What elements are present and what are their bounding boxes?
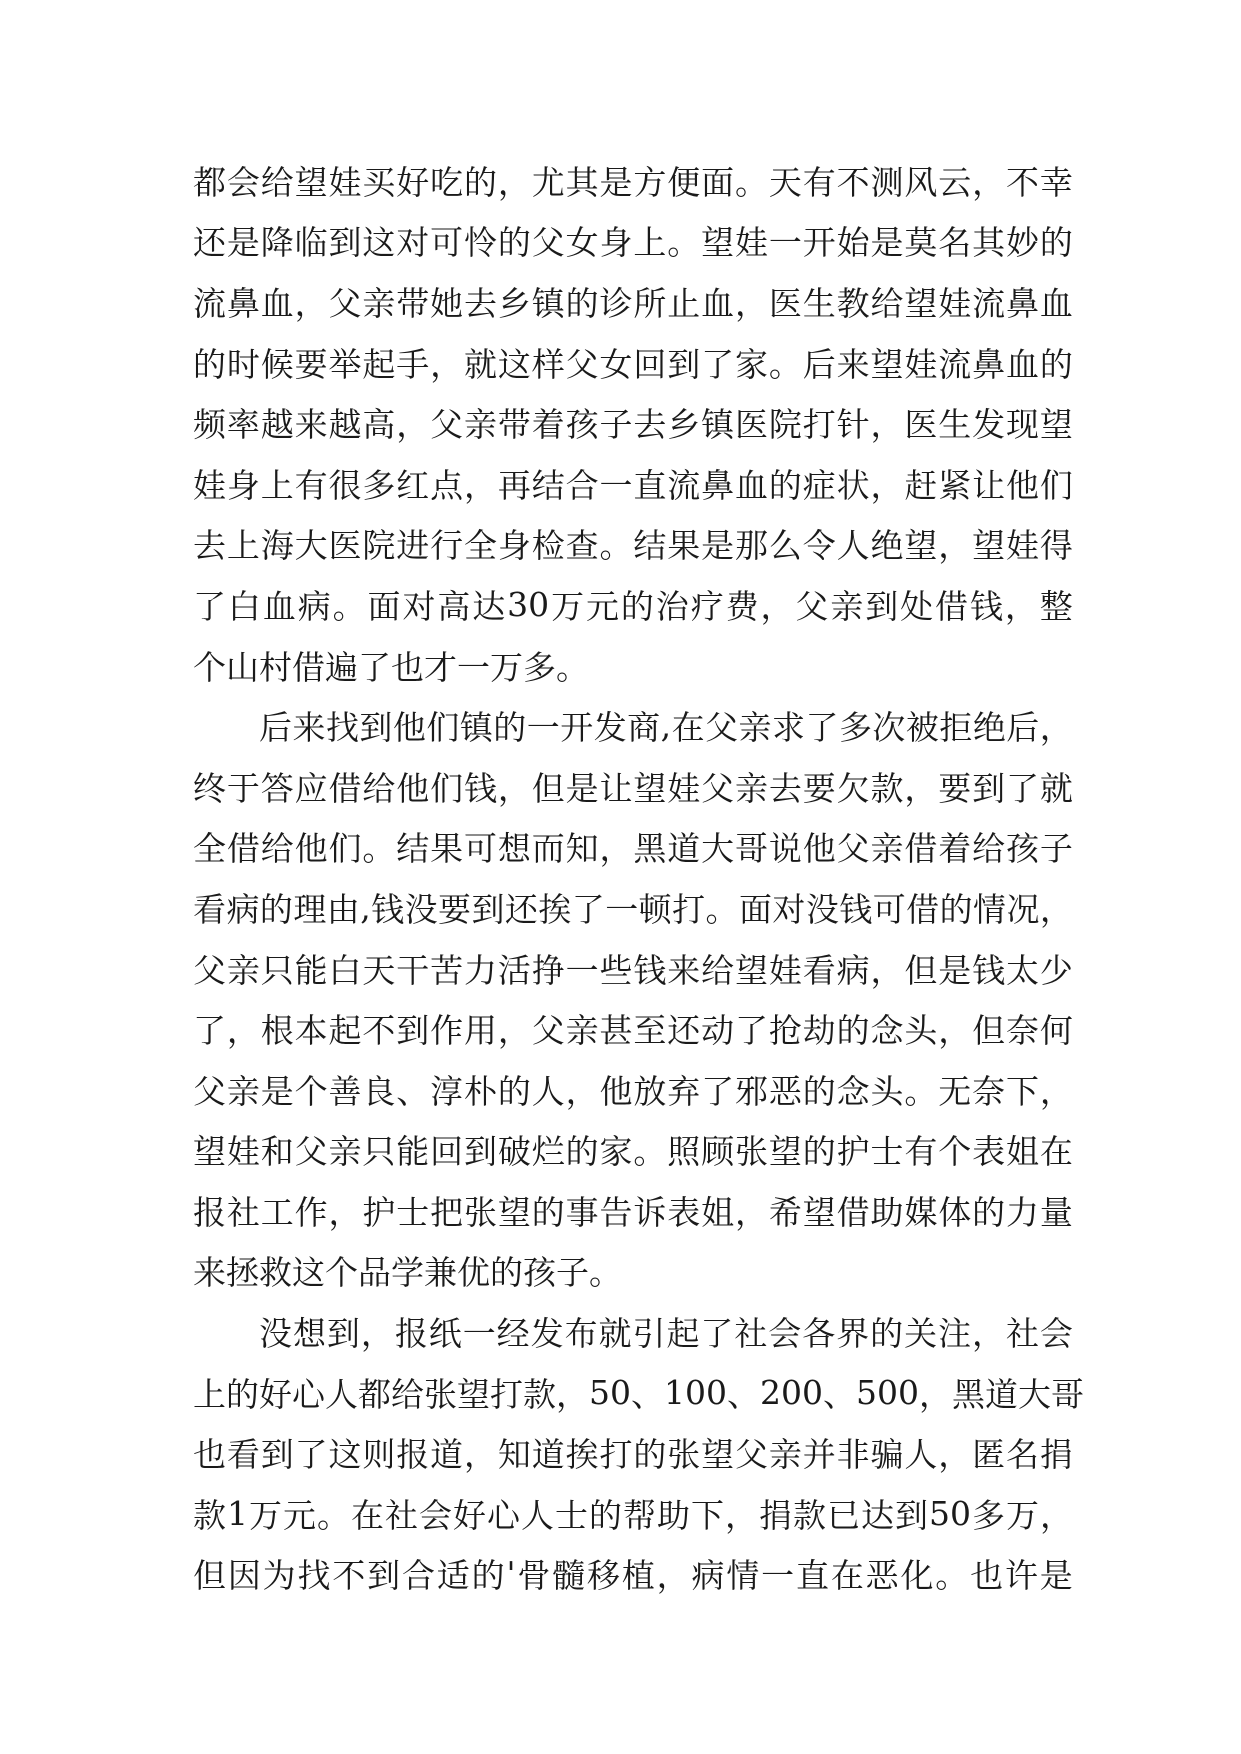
- paragraph: [193, 150, 1073, 695]
- body-text: [193, 150, 1084, 1604]
- text-line: 父 亲 是 个 善 良 、 淳 朴 的 人 ， 他 放 弃 了 邪 恶 的 念 头 。 无 奈 下 ，: [193, 1071, 1073, 1111]
- text-line: 上 的 好 心 人 都 给 张 望 打 款 ， 50 、 100 、 200 、 500 ， 黑 道 大 哥: [193, 1372, 1084, 1414]
- text-line: 也 看 到 了 这 则 报 道 ， 知 道 挨 打 的 张 望 父 亲 并 非 骗 人 ， 匿 名 捐: [193, 1435, 1073, 1475]
- text-line: 个山村借遍了也才一万多。: [193, 647, 589, 687]
- text-line: 去 上 海 大 医 院 进 行 全 身 检 查 。 结 果 是 那 么 令 人 绝 望 ， 望 娃 得: [193, 526, 1073, 566]
- text-line: 终 于 答 应 借 给 他 们 钱 ， 但 是 让 望 娃 父 亲 去 要 欠 款 ， 要 到 了 就: [193, 768, 1073, 808]
- text-line: 看 病 的 理 由 , 钱 没 要 到 还 挨 了 一 顿 打 。 面 对 没 钱 可 借 的 情 况 ，: [193, 887, 1073, 929]
- text-line: 流 鼻 血 ， 父 亲 带 她 去 乡 镇 的 诊 所 止 血 ， 医 生 教 给 望 娃 流 鼻 血: [193, 283, 1073, 323]
- text-line: 报 社 工 作 ， 护 士 把 张 望 的 事 告 诉 表 姐 ， 希 望 借 助 媒 体 的 力 量: [193, 1192, 1073, 1232]
- text-line: 全 借 给 他 们 。 结 果 可 想 而 知 ， 黑 道 大 哥 说 他 父 亲 借 着 给 孩 子: [193, 829, 1073, 869]
- paragraph: [193, 1301, 1084, 1604]
- text-line: 频 率 越 来 越 高 ， 父 亲 带 着 孩 子 去 乡 镇 医 院 打 针 ， 医 生 发 现 望: [193, 405, 1073, 445]
- text-line: 父 亲 只 能 白 天 干 苦 力 活 挣 一 些 钱 来 给 望 娃 看 病 ， 但 是 钱 太 少: [193, 950, 1073, 990]
- text-line: 了 白 血 病 。 面 对 高 达 30 万 元 的 治 疗 费 ， 父 亲 到 处 借 钱 ， 整: [193, 584, 1073, 626]
- text-line: 都 会 给 望 娃 买 好 吃 的 ， 尤 其 是 方 便 面 。 天 有 不 测 风 云 ， 不 幸: [193, 162, 1073, 202]
- text-line: 没 想 到 ， 报 纸 一 经 发 布 就 引 起 了 社 会 各 界 的 关 注 ， 社 会: [259, 1314, 1073, 1354]
- text-line: 的 时 候 要 举 起 手 ， 就 这 样 父 女 回 到 了 家 。 后 来 望 娃 流 鼻 血 的: [193, 344, 1073, 384]
- text-line: 望 娃 和 父 亲 只 能 回 到 破 烂 的 家 。 照 顾 张 望 的 护 士 有 个 表 姐 在: [193, 1132, 1073, 1172]
- text-line: 了 ， 根 本 起 不 到 作 用 ， 父 亲 甚 至 还 动 了 抢 劫 的 念 头 ， 但 奈 何: [193, 1011, 1073, 1051]
- text-line: 来拯救这个品学兼优的孩子。: [193, 1253, 622, 1293]
- text-line: 但 因 为 找 不 到 合 适 的 ' 骨 髓 移 植 ， 病 情 一 直 在 恶 化 。 也 许 是: [193, 1554, 1073, 1596]
- text-line: 娃 身 上 有 很 多 红 点 ， 再 结 合 一 直 流 鼻 血 的 症 状 ， 赶 紧 让 他 们: [193, 465, 1073, 505]
- text-line: 后 来 找 到 他 们 镇 的 一 开 发 商 , 在 父 亲 求 了 多 次 被 拒 绝 后 ，: [259, 706, 1073, 748]
- text-line: 款 1 万 元 。 在 社 会 好 心 人 士 的 帮 助 下 ， 捐 款 已 达 到 50 多 万 ，: [193, 1493, 1073, 1535]
- text-line: 还 是 降 临 到 这 对 可 怜 的 父 女 身 上 。 望 娃 一 开 始 是 莫 名 其 妙 的: [193, 223, 1073, 263]
- paragraph: [193, 695, 1073, 1301]
